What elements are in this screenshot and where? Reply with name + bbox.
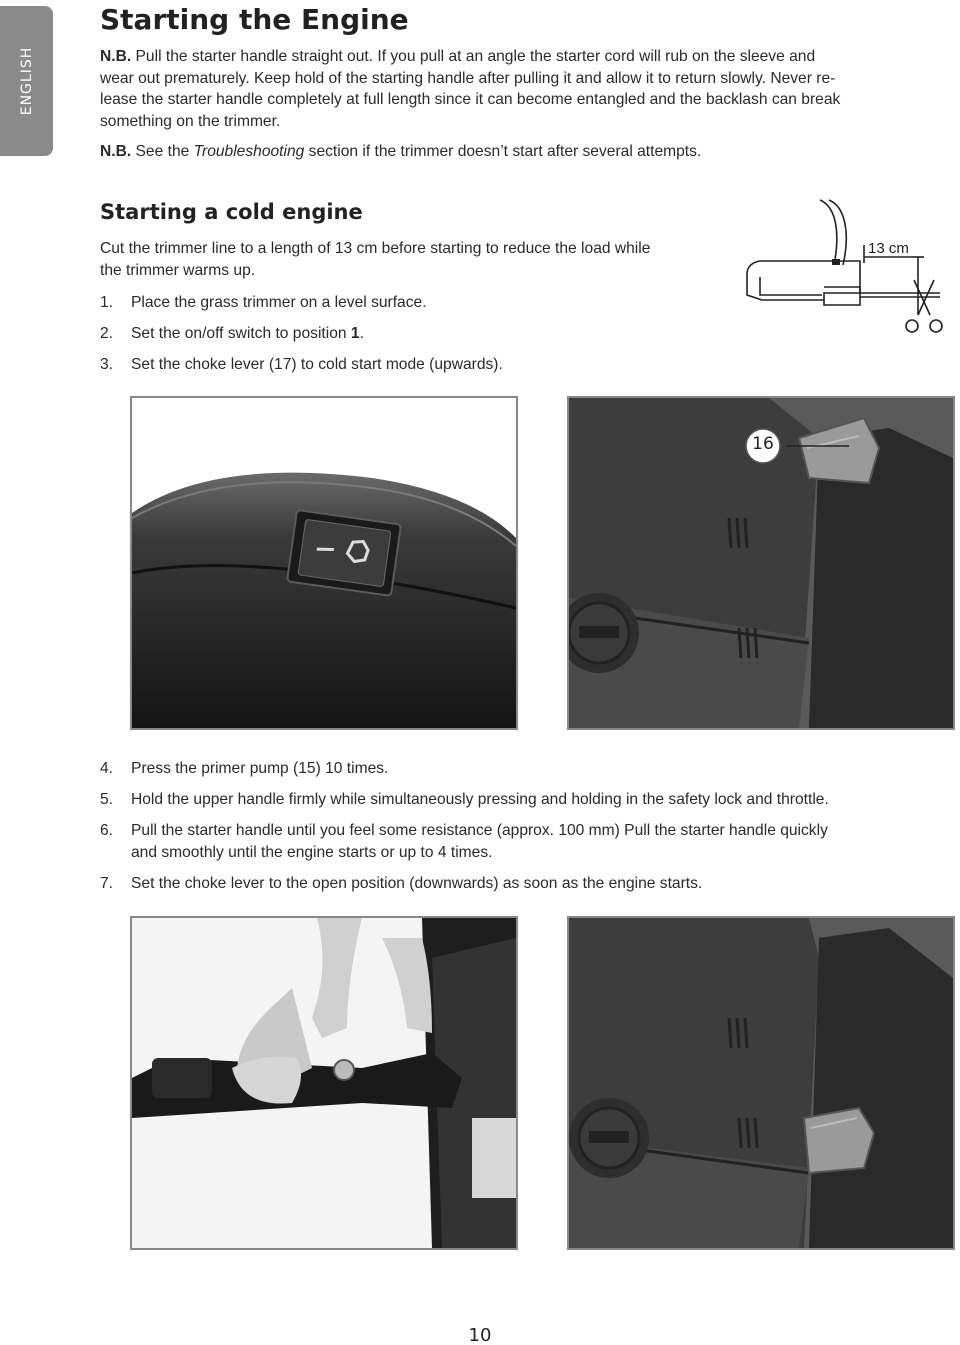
intro-line: the trimmer warms up. — [100, 261, 256, 279]
step-text: Set the choke lever to the open position (downwards) as soon as the engine starts. — [131, 875, 703, 892]
step-3 — [100, 354, 503, 376]
callout-16: 16 — [752, 434, 774, 454]
step-text-suffix: . — [359, 325, 364, 342]
nb-paragraph-1 — [100, 46, 930, 132]
troubleshooting-reference: Troubleshooting — [193, 143, 305, 160]
photo-pulling-starter — [130, 916, 518, 1250]
step-number: 6. — [100, 822, 114, 839]
step-1 — [100, 292, 427, 314]
step-text: and smoothly until the engine starts or up to 4 times. — [131, 843, 493, 861]
photo-on-off-switch — [130, 396, 518, 730]
nb-label: N.B. — [100, 143, 132, 160]
step-7 — [100, 873, 931, 895]
nb2-text: section if the trimmer doesn’t start after several attempts. — [308, 143, 702, 160]
nb1-line: something on the trimmer. — [100, 112, 281, 130]
step-number: 3. — [100, 356, 114, 373]
step-text: Set the choke lever (17) to cold start mode (upwards). — [131, 356, 503, 373]
step-text: Set the on/off switch to position — [131, 325, 347, 342]
trimmer-line-diagram — [742, 195, 947, 340]
photo-choke-lever-down — [567, 916, 955, 1250]
step-text: Hold the upper handle firmly while simultaneously pressing and holding in the safety lock and throttle. — [131, 791, 829, 808]
step-number: 1. — [100, 294, 114, 311]
step-text: Pull the starter handle until you feel some resistance (approx. 100 mm) Pull the starter handle quickly — [131, 822, 828, 839]
intro-line: Cut the trimmer line to a length of 13 cm before starting to reduce the load while — [100, 240, 651, 257]
step-2 — [100, 323, 364, 345]
line-length-label: 13 cm — [868, 240, 909, 257]
step-number: 2. — [100, 325, 114, 342]
step-text: Place the grass trimmer on a level surface. — [131, 294, 427, 311]
page-title: Starting the Engine — [100, 3, 409, 36]
step-number: 4. — [100, 760, 114, 777]
step-number: 5. — [100, 791, 114, 808]
cold-start-intro — [100, 238, 740, 281]
nb2-text: See the — [135, 143, 190, 160]
switch-position: 1 — [350, 325, 360, 342]
step-number: 7. — [100, 875, 114, 892]
language-tab — [0, 6, 53, 156]
nb1-line: lease the starter handle completely at full length since it can become entangled and the backlash can break — [100, 91, 841, 108]
step-4 — [100, 758, 931, 780]
page-number: 10 — [468, 1325, 492, 1345]
step-text: Press the primer pump (15) 10 times. — [131, 760, 389, 777]
step-6 — [100, 820, 931, 863]
step-5 — [100, 789, 931, 811]
nb1-line: wear out prematurely. Keep hold of the starting handle after pulling it and allow it to return slowly. Never re- — [100, 69, 836, 87]
photo-choke-lever-up — [567, 396, 955, 730]
section-heading-cold-engine: Starting a cold engine — [100, 200, 363, 224]
language-tab-label: ENGLISH — [18, 46, 35, 116]
nb-label: N.B. — [100, 48, 132, 65]
nb1-line: Pull the starter handle straight out. If you pull at an angle the starter cord will rub on the sleeve and — [135, 48, 816, 65]
nb-paragraph-2 — [100, 141, 930, 163]
